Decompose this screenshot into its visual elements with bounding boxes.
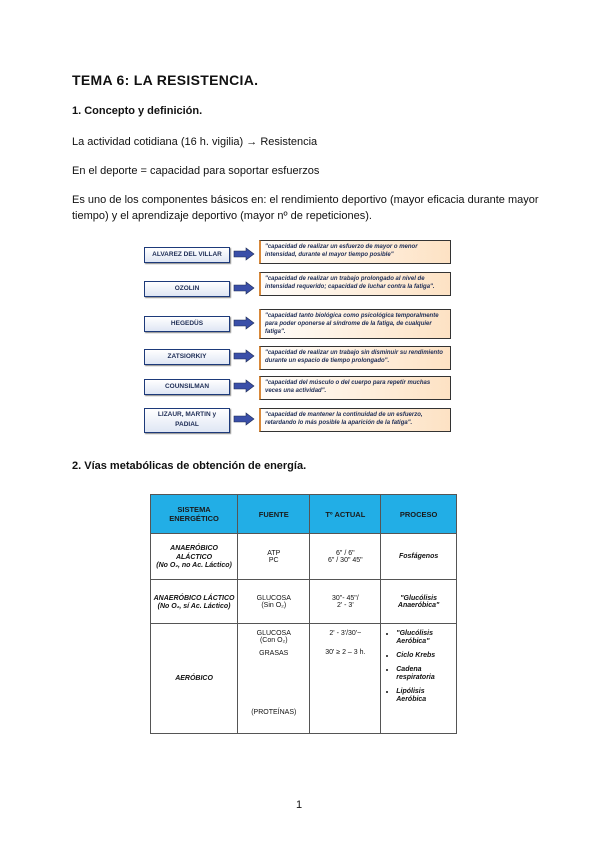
section-2-heading: 2. Vías metabólicas de obtención de energía. (72, 460, 307, 472)
system-cell (151, 534, 238, 580)
time-value: 2' - 3' (336, 601, 354, 609)
source-cell (238, 624, 310, 734)
system-name: ANAERÓBICO LÁCTICO (153, 594, 235, 602)
source-value: (Sin O₂) (261, 601, 287, 609)
definition-box: "capacidad tanto biológica como psicológica temporalmente para poder oponerse al síndrome de la fatiga, de cualquier fatiga". (259, 309, 451, 339)
author-line: PADIAL (175, 421, 199, 428)
energy-systems-table (150, 494, 457, 734)
definition-box: "capacidad del músculo o del cuerpo para repetir muchas veces una actividad". (259, 376, 451, 400)
process-value: Anaeróbica" (397, 601, 440, 609)
table-row (151, 624, 457, 734)
right-arrow-icon (233, 247, 255, 261)
author-box (144, 408, 230, 433)
table-row (151, 580, 457, 624)
process-cell: Fosfágenos (381, 534, 457, 580)
definition-row (144, 376, 454, 408)
source-value: GRASAS (259, 650, 289, 657)
time-value: 30' ≥ 2 – 3 h. (325, 649, 366, 656)
author-box: ALVAREZ DEL VILLAR (144, 247, 230, 263)
table-row (151, 534, 457, 580)
list-item: • Ciclo Krebs (396, 652, 455, 660)
paragraph-1: La actividad cotidiana (16 h. vigilia) → Resistencia (72, 136, 318, 148)
source-cell (238, 534, 310, 580)
definition-box: "capacidad de realizar un trabajo prolongado al nivel de intensidad requerido; capacidad de luchar contra la fatiga". (259, 272, 451, 296)
time-value: 30"- 45"/ (331, 594, 359, 602)
page-number: 1 (296, 799, 303, 811)
process-cell (381, 624, 457, 734)
time-value: 6" / 30" 45" (327, 556, 363, 564)
system-name: ANAERÓBICO (170, 545, 218, 552)
author-box: COUNSILMAN (144, 379, 230, 395)
definition-row (144, 240, 454, 272)
definition-box: "capacidad de realizar un trabajo sin disminuir su rendimiento durante un espacio de tiempo prolongado". (259, 346, 451, 370)
source-value: (PROTEÍNAS) (251, 709, 297, 716)
time-cell (310, 580, 381, 624)
system-note: (No O₂, sí Ac. Láctico) (157, 602, 231, 610)
right-arrow-icon (233, 412, 255, 426)
definition-box: "capacidad de mantener la continuidad de un esfuerzo, retardando lo más posible la aparición de la fatiga". (259, 408, 451, 432)
list-item: • Cadena respiratoria (396, 666, 455, 682)
list-item: • Lipólisis Aeróbica (396, 688, 455, 704)
author-box: HEGEDÜS (144, 316, 230, 332)
author-box: ZATSIORKIY (144, 349, 230, 365)
source-value: GLUCOSA (256, 594, 291, 602)
time-value: 6" / 6" (336, 549, 355, 557)
time-cell (310, 624, 381, 734)
definition-row (144, 406, 454, 438)
definition-box: "capacidad de realizar un esfuerzo de mayor o menor intensidad, durante el mayor tiempo posible" (259, 240, 451, 264)
header-cell: FUENTE (238, 495, 310, 534)
time-value: 2' - 3'/30'~ (329, 630, 362, 637)
process-value: "Glucólisis (400, 594, 438, 602)
source-value: PC (268, 556, 279, 564)
paragraph-3: Es uno de los componentes básicos en: el rendimiento deportivo (mayor eficacia durante mayor tiempo) y el aprendizaje deportivo (mayor nº de repeticiones). (72, 194, 539, 222)
source-value: GLUCOSA (256, 630, 291, 637)
right-arrow-icon (233, 379, 255, 393)
author-box: OZOLIN (144, 281, 230, 297)
definition-row (144, 309, 454, 341)
page-title: TEMA 6: LA RESISTENCIA. (72, 72, 259, 88)
header-cell: PROCESO (381, 495, 457, 534)
system-cell: AERÓBICO (151, 624, 238, 734)
right-arrow-icon (233, 349, 255, 363)
process-cell (381, 580, 457, 624)
source-cell (238, 580, 310, 624)
author-line: LIZAUR, MARTIN y (157, 411, 217, 418)
source-value: ATP (267, 549, 281, 557)
right-arrow-icon (233, 281, 255, 295)
header-cell: SISTEMA ENERGÉTICO (151, 495, 238, 534)
right-arrow-icon (233, 316, 255, 330)
paragraph-2: En el deporte = capacidad para soportar esfuerzos (72, 165, 320, 177)
table-header-row (151, 495, 457, 534)
source-value: (Con O₂) (259, 637, 288, 644)
list-item: • "Glucólisis Aeróbica" (396, 630, 455, 646)
process-list (382, 630, 455, 704)
header-cell: Tº ACTUAL (310, 495, 381, 534)
system-cell (151, 580, 238, 624)
definition-row (144, 346, 454, 378)
time-cell (310, 534, 381, 580)
system-name: ALÁCTICO (175, 554, 213, 561)
section-1-heading: 1. Concepto y definición. (72, 105, 203, 117)
system-note: (No O₂, no Ac. Láctico) (156, 562, 232, 569)
definition-row (144, 272, 454, 304)
